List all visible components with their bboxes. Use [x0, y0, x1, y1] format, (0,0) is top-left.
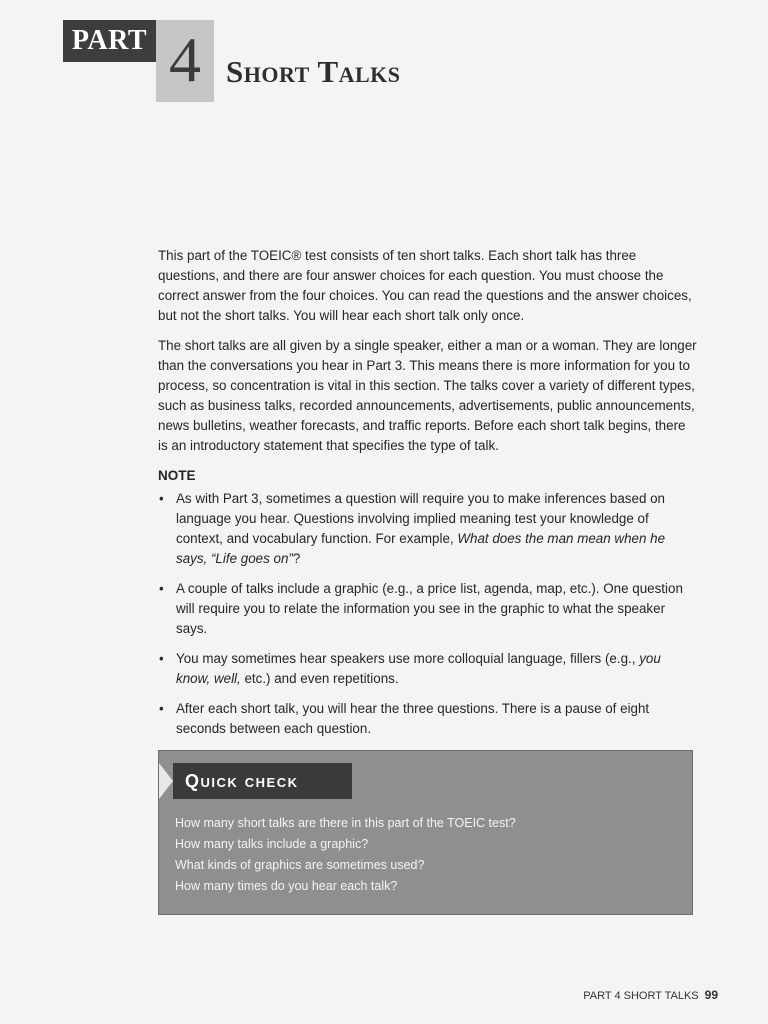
bullet-icon: • [159, 581, 164, 596]
note-item: • A couple of talks include a graphic (e.g., a price list, agenda, map, etc.). One question will require you to relate the information you see in the graphic to what the speaker says. [159, 581, 683, 636]
bullet-icon: • [159, 701, 164, 716]
bullet-icon: • [159, 651, 164, 666]
quick-check-question: What kinds of graphics are sometimes used? [175, 858, 425, 872]
note-item: • As with Part 3, sometimes a question will require you to make inferences based on language you hear. Questions involving implied meaning test your knowledge of context, and vocabulary function. For example, What does the man mean when he says, “Life goes on”? [159, 491, 666, 566]
note-heading: NOTE [158, 468, 196, 483]
note-list [158, 489, 698, 739]
quick-check-question: How many talks include a graphic? [175, 837, 369, 851]
quick-check-title: Quick check [185, 771, 299, 791]
page-title: Short Talks [226, 54, 401, 89]
arrow-right-icon [159, 763, 173, 799]
page-number: 99 [704, 988, 718, 1002]
quick-check-box [158, 750, 693, 915]
intro-paragraph: This part of the TOEIC® test consists of ten short talks. Each short talk has three questions, and there are four answer choices for each question. You must choose the correct answer from the four choices. You can read the questions and the answer choices, but not the short talks. You will hear each short talk only once. [158, 248, 692, 323]
page-footer [583, 988, 718, 1002]
note-item: • After each short talk, you will hear the three questions. There is a pause of eight seconds between each question. [159, 701, 650, 736]
example-quote: What does the man mean when he says, “Life goes on” [176, 531, 666, 566]
footer-section-label: PART 4 SHORT TALKS [583, 990, 699, 1002]
filler-examples: you know, well, [176, 651, 661, 686]
part-number: 4 [156, 20, 214, 102]
quick-check-question: How many times do you hear each talk? [175, 879, 398, 893]
bullet-icon: • [159, 491, 164, 506]
note-item: • You may sometimes hear speakers use more colloquial language, fillers (e.g., you know, well, etc.) and even repetitions. [159, 651, 661, 686]
quick-check-questions [175, 813, 516, 897]
quick-check-question: How many short talks are there in this part of the TOEIC test? [175, 816, 516, 830]
main-content [158, 246, 698, 749]
quick-check-header [159, 763, 352, 799]
part-label: PART [63, 20, 156, 62]
description-paragraph: The short talks are all given by a single speaker, either a man or a woman. They are longer than the conversations you hear in Part 3. This means there is more information for you to process, so concentration is vital in this section. The talks cover a variety of different types, such as business talks, recorded announcements, advertisements, public announcements, news bulletins, weather forecasts, and traffic reports. Before each short talk begins, there is an introductory statement that specifies the type of talk. [158, 338, 697, 453]
